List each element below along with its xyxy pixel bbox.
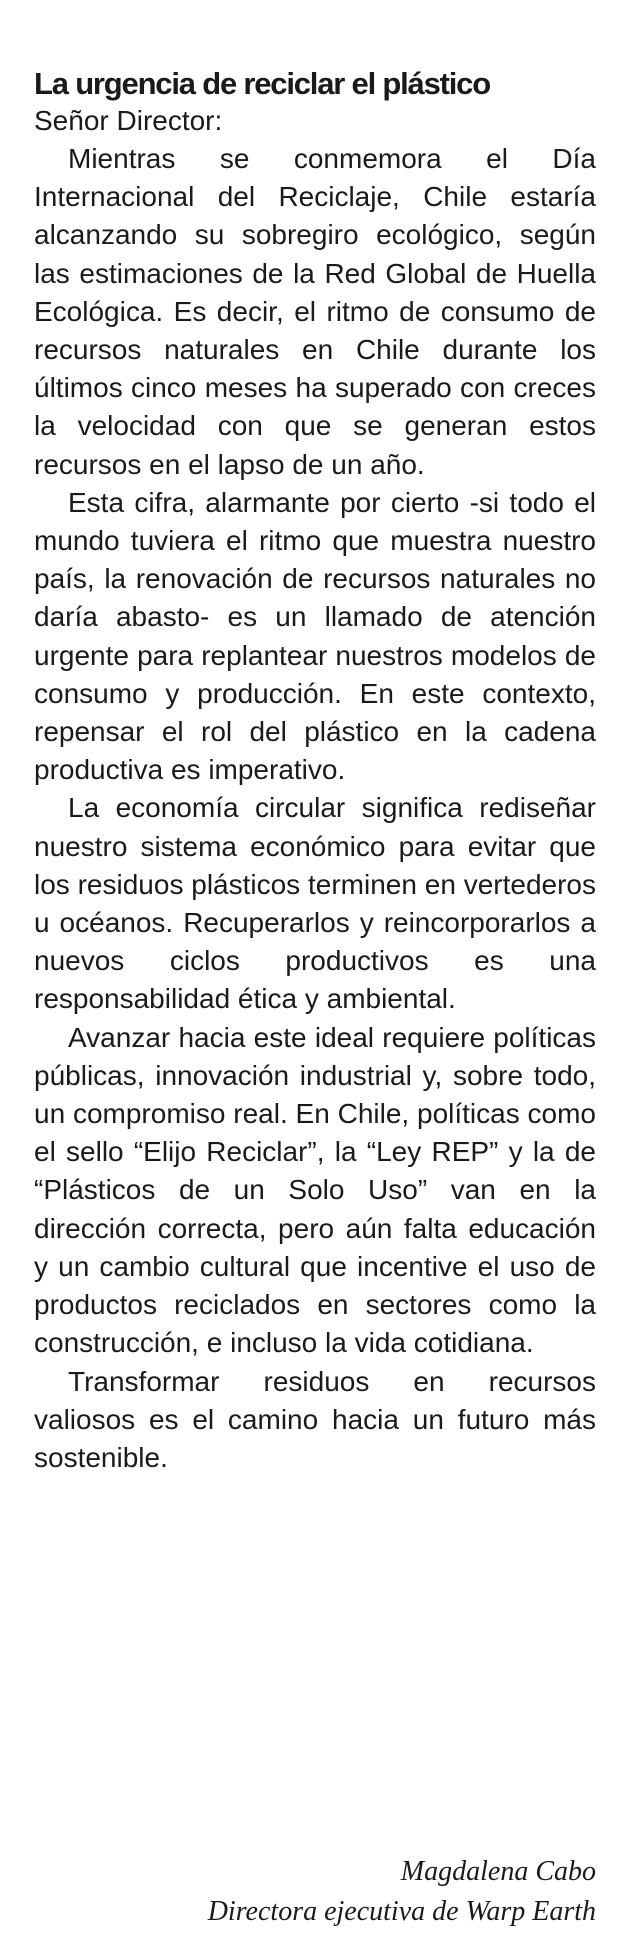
signature-name: Magdalena Cabo [400,1856,596,1887]
letter-signature [208,1852,596,1932]
signature-role: Directora ejecutiva de Warp Earth [207,1896,596,1927]
letter-paragraph-3: La economía circular significa rediseñar nuestro sistema económico para evitar que los residuos plásticos terminen en vertederos u océanos. Recuperarlos y reincorporarlos a nuevos ciclos productivos es una responsabilidad ética y ambiental. [34,792,596,1015]
letter-paragraph-4: Avanzar hacia este ideal requiere políticas públicas, innovación industrial y, sobre todo, un compromiso real. En Chile, políticas como el sello “Elijo Reciclar”, la “Ley REP” y la de “Plásticos de un Solo Uso” van en la dirección correcta, pero aún falta educación y un cambio cultural que incentive el uso de productos reciclados en sectores como la construcción, e incluso la vida cotidiana. [34,1021,596,1359]
letter-paragraph-1: Mientras se conmemora el Día Internacional del Reciclaje, Chile estaría alcanzando su sobregiro ecológico, según las estimaciones de la Red Global de Huella Ecológica. Es decir, el ritmo de consumo de recursos naturales en Chile durante los últimos cinco meses ha superado con creces la velocidad con que se generan estos recursos en el lapso de un año. [34,143,596,480]
letter-title: La urgencia de reciclar el plástico [34,66,490,101]
letter-salutation: Señor Director: [34,105,223,136]
letter-paragraph-5: Transformar residuos en recursos valiosos es el camino hacia un futuro más sostenible. [34,1365,596,1473]
letter-paragraph-2: Esta cifra, alarmante por cierto -si todo el mundo tuviera el ritmo que muestra nuestro país, la renovación de recursos naturales no daría abasto- es un llamado de atención urgente para replantear nuestros modelos de consumo y producción. En este contexto, repensar el rol del plástico en la cadena productiva es imperativo. [34,486,596,786]
letter [34,66,596,1477]
